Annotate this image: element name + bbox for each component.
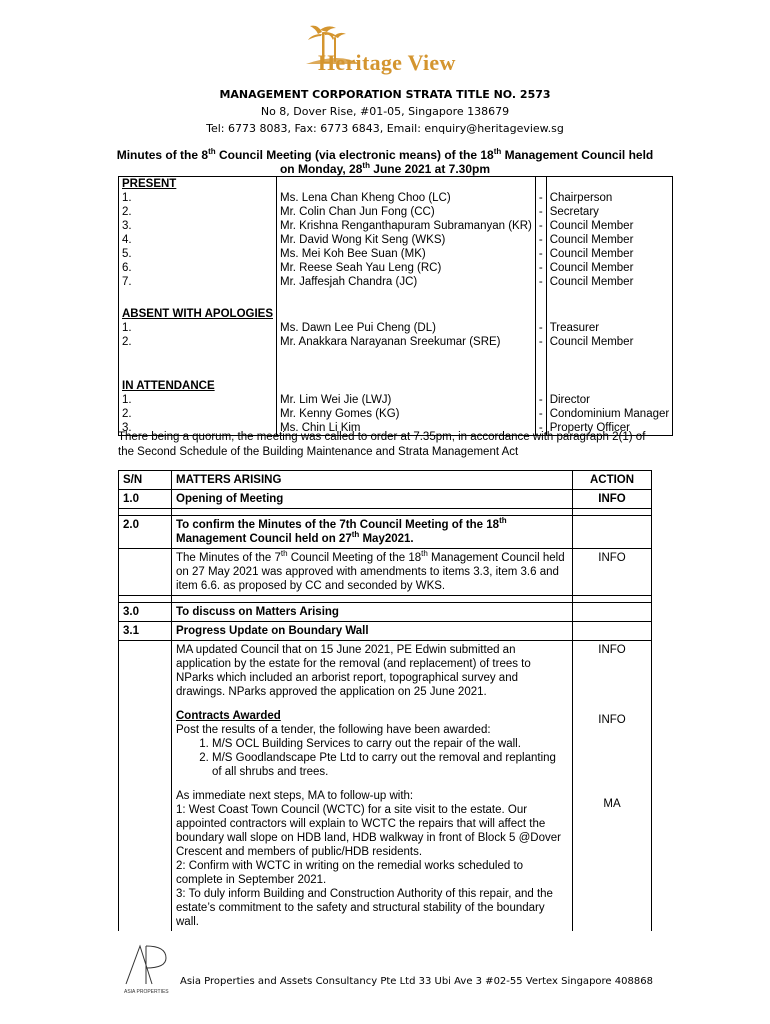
contract-item: 2. M/S Goodlandscape Pte Ltd to carry out the removal and replanting of all shrubs and trees.	[212, 751, 568, 779]
logo-text: Heritage View	[318, 50, 456, 75]
mcst-contact: Tel: 6773 8083, Fax: 6773 6843, Email: enquiry@heritageview.sg	[206, 122, 564, 135]
attendance-name: Mr. Kenny Gomes (KG)	[280, 408, 400, 420]
present-role: Council Member	[549, 276, 634, 288]
contracts-title: Contracts Awarded	[176, 710, 281, 722]
attendance-name: Ms. Chin Li Kim	[280, 422, 361, 434]
logo-caption: ASIA PROPERTIES	[124, 989, 169, 995]
matters-table: S/N MATTERS ARISING ACTION 1.0 Opening of Meeting INFO 2.0 To confirm the Minutes of the 7th Council Meeting of the 18th Management Council held on 27th May2021. The Minutes of the 7th Council Meeting of the 18th Management Council held on 27 May 2021 was approved with amendments to items 3.3, item 3.6 and item 6.6. as proposed by CC and seconded by WKS. INFO 3.0 To discuss on Matters Arising 3.1 Progress Update on Boundary Wall MA updated Council that on 15 June 2021, PE Edwin submitted an application by the estate for the removal (and replacement) of trees to NParks which included an arborist report, topographical survey and drawings. NParks approved the application on 25 June 2021. Contracts Awarded Post the results of a tender, the following have been awarded: 1. M/S OCL Building Services to carry out the repair of the wall. 2. M/S Goodlandscape Pte Ltd to carry out the removal and replanting of all shrubs and trees. As immediate next steps, MA to follow-up with: 1: West Coast Town Council (WCTC) for a site visit to the estate. Our appointed contractors will explain to WCTC the repairs that will affect the boundary wall slope on HDB land, HDB walkway in front of Block 5 @Dover Crescent and members of public/HDB residents. 2: Confirm with WCTC in writing on the remedial works scheduled to complete in September 2021. 3: To duly inform Building and Construction Authority of this repair, and the estate’s commitment to the safety and structural stability of the boundary wall. INFO INFO MA	[118, 470, 652, 931]
absent-name: Ms. Dawn Lee Pui Cheng (DL)	[280, 322, 436, 334]
quorum-paragraph: There being a quorum, the meeting was called to order at 7.35pm, in accordance with paragraph 2(1) of the Second Schedule of the Building Maintenance and Strata Management Act	[118, 431, 646, 458]
contract-item: 1. M/S OCL Building Services to carry out the repair of the wall.	[212, 737, 568, 751]
header-action: ACTION	[573, 471, 652, 490]
absent-role: Council Member	[549, 336, 634, 348]
present-role: Chairperson	[549, 192, 613, 204]
mcst-title: MANAGEMENT CORPORATION STRATA TITLE NO. 2573	[219, 88, 551, 101]
absent-title: ABSENT WITH APOLOGIES	[122, 308, 273, 320]
present-role: Council Member	[549, 262, 634, 274]
header-matters: MATTERS ARISING	[172, 471, 573, 490]
row-opening-title: Opening of Meeting	[172, 490, 573, 509]
row-confirm-title: To confirm the Minutes of the 7th Council Meeting of the 18th Management Council held on 27th May2021.	[172, 516, 573, 549]
row-confirm-body: The Minutes of the 7th Council Meeting of the 18th Management Council held on 27 May 2021 was approved with amendments to items 3.3, item 3.6 and item 6.6. as proposed by CC and seconded by WKS.	[172, 549, 573, 596]
present-name: Mr. Krishna Renganthapuram Subramanyan (KR)	[280, 220, 532, 232]
attendance-name: Mr. Lim Wei Jie (LWJ)	[280, 394, 392, 406]
present-name: Mr. Jaffesjah Chandra (JC)	[280, 276, 418, 288]
present-role: Council Member	[549, 248, 634, 260]
present-name: Mr. Colin Chan Jun Fong (CC)	[280, 206, 435, 218]
present-role: Council Member	[549, 220, 634, 232]
present-name: Mr. David Wong Kit Seng (WKS)	[280, 234, 446, 246]
attendance-role: Condominium Manager	[549, 408, 670, 420]
meeting-title: Minutes of the 8th Council Meeting (via electronic means) of the 18th Management Council held on Monday, 28th June 2021 at 7.30pm	[116, 147, 654, 176]
boundary-update: MA updated Council that on 15 June 2021, PE Edwin submitted an application by the estate for the removal (and replacement) of trees to NParks which included an arborist report, topographical survey and drawings. NParks approved the application on 25 June 2021. Contracts Awarded Post the results of a tender, the following have been awarded: 1. M/S OCL Building Services to carry out the repair of the wall. 2. M/S Goodlandscape Pte Ltd to carry out the removal and replanting of all shrubs and trees. As immediate next steps, MA to follow-up with: 1: West Coast Town Council (WCTC) for a site visit to the estate. Our appointed contractors will explain to WCTC the repairs that will affect the boundary wall slope on HDB land, HDB walkway in front of Block 5 @Dover Crescent and members of public/HDB residents. 2: Confirm with WCTC in writing on the remedial works scheduled to complete in September 2021. 3: To duly inform Building and Construction Authority of this repair, and the estate’s commitment to the safety and structural stability of the boundary wall.	[172, 641, 573, 932]
present-name: Ms. Mei Koh Bee Suan (MK)	[280, 248, 426, 260]
attendance-table: PRESENT 1. 2. 3. 4. 5. 6. 7. ABSENT WITH APOLOGIES 1. 2. IN ATTENDANCE 1. 2. 3. Ms. Lena Chan Kheng Choo (LC) Mr. Colin Chan Jun Fong (CC) Mr. Krishna Renganthapuram Subramanyan (KR) Mr. David Wong Kit Seng (WKS) Ms. Mei Koh Bee Suan (MK) Mr. Reese Seah Yau Leng (RC) Mr. Jaffesjah Chandra (JC) Ms. Dawn Lee Pui Cheng (DL) Mr. Anakkara Narayanan Sreekumar (SRE) Mr. Lim Wei Jie (LWJ) Mr. Kenny Gomes (KG) Ms. Chin Li Kim - - - - - - - - - - - - Chairperson Secretary Council Member Council Member Council Member Council Member Council Member Treasurer Council Member Director Condominium Manager Property Officer	[118, 176, 673, 436]
attendance-title: IN ATTENDANCE	[122, 380, 215, 392]
present-role: Council Member	[549, 234, 634, 246]
present-role: Secretary	[549, 206, 599, 218]
attendance-role: Director	[549, 394, 590, 406]
present-title: PRESENT	[122, 178, 177, 190]
attendance-role: Property Officer	[549, 422, 631, 434]
mcst-address: No 8, Dover Rise, #01-05, Singapore 138679	[260, 105, 510, 118]
asia-properties-logo	[122, 940, 172, 1000]
row-boundary-title: Progress Update on Boundary Wall	[172, 622, 573, 641]
absent-role: Treasurer	[549, 322, 600, 334]
absent-name: Mr. Anakkara Narayanan Sreekumar (SRE)	[280, 336, 501, 348]
present-name: Mr. Reese Seah Yau Leng (RC)	[280, 262, 442, 274]
footer-address: Asia Properties and Assets Consultancy Pte Ltd 33 Ubi Ave 3 #02-55 Vertex Singapore 408868	[180, 976, 653, 987]
header-sn: S/N	[119, 471, 172, 490]
present-name: Ms. Lena Chan Kheng Choo (LC)	[280, 192, 451, 204]
row-discuss-title: To discuss on Matters Arising	[172, 603, 573, 622]
